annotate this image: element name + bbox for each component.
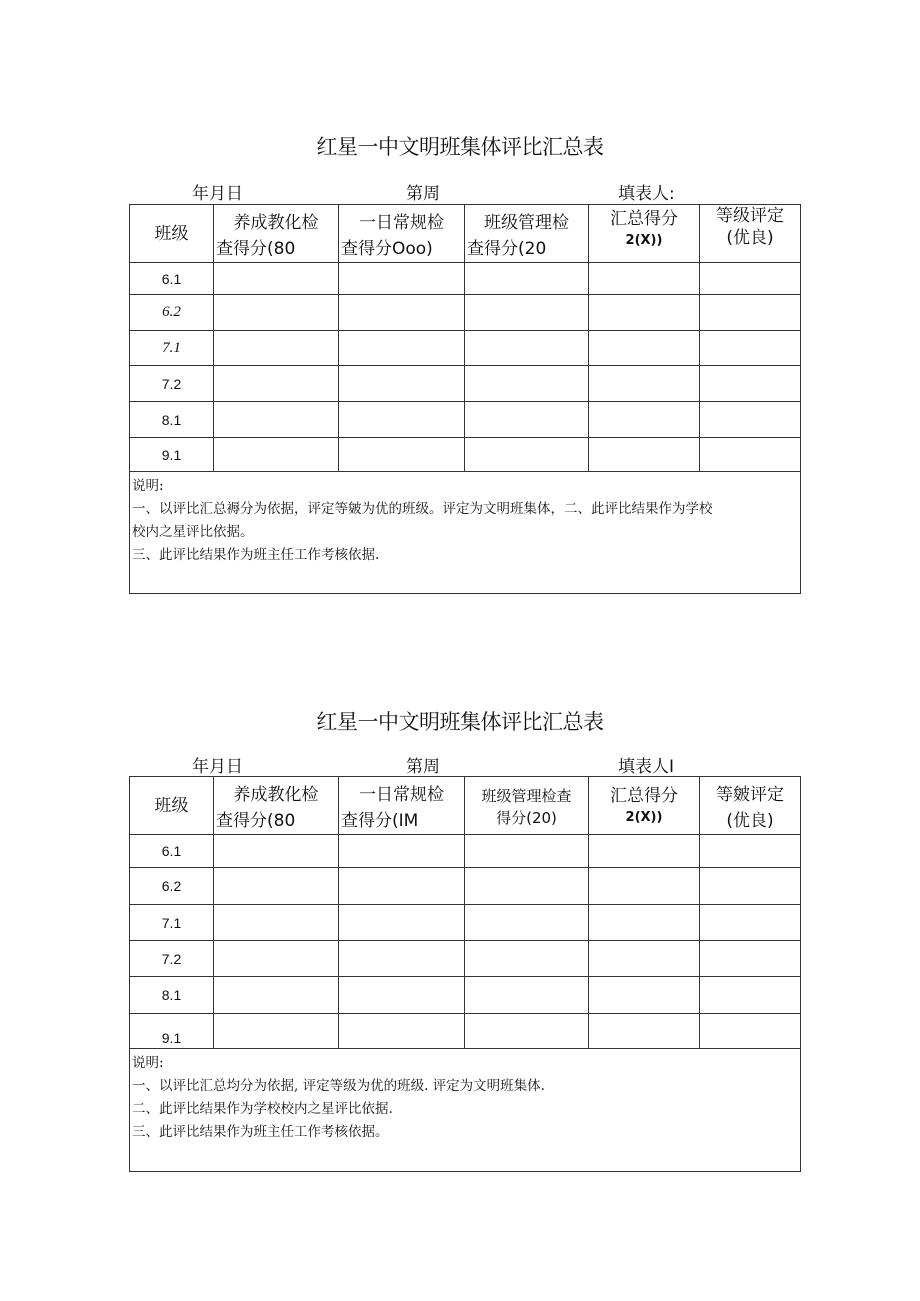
score-cell[interactable] — [465, 835, 589, 868]
score-cell[interactable] — [339, 977, 465, 1014]
header-col4-line2: 2(X)) — [625, 810, 663, 825]
row-class-label: 9.1 — [130, 438, 214, 472]
table-row — [130, 1014, 801, 1049]
score-cell[interactable] — [465, 1014, 589, 1049]
table-row — [130, 835, 801, 868]
note-line: 一、以评比汇总褥分为依据，评定等皴为优的班级。评定为文明班集体，二、此评比结果作为学校 — [132, 501, 713, 517]
score-cell[interactable] — [589, 263, 700, 295]
header-col5-line1: 等级评定 — [716, 206, 784, 226]
score-cell[interactable] — [214, 331, 339, 366]
table-row — [130, 402, 801, 438]
table-row — [130, 263, 801, 295]
grade-cell[interactable] — [700, 941, 801, 977]
row-class-label: 6.1 — [130, 835, 214, 868]
grade-cell[interactable] — [700, 438, 801, 472]
header-col5 — [700, 205, 801, 263]
score-cell[interactable] — [589, 905, 700, 941]
sheet1-header-row — [130, 205, 801, 263]
score-cell[interactable] — [589, 295, 700, 331]
score-cell[interactable] — [465, 263, 589, 295]
score-cell[interactable] — [339, 835, 465, 868]
score-cell[interactable] — [339, 905, 465, 941]
score-cell[interactable] — [214, 977, 339, 1014]
score-cell[interactable] — [589, 331, 700, 366]
row-class-label: 8.1 — [130, 977, 214, 1014]
row-class-label: 9.1 — [130, 1014, 214, 1049]
sheet2-date-label: 年月日 — [192, 757, 243, 777]
header-col4 — [589, 777, 700, 835]
row-class-label: 7.2 — [130, 366, 214, 402]
score-cell[interactable] — [589, 868, 700, 905]
row-class-label: 6.2 — [130, 295, 214, 331]
note-line: 三、此评比结果作为班主任工作考核依据。 — [132, 1124, 389, 1140]
header-col3-line2: 查得分(20 — [467, 239, 547, 259]
header-col3-line1: 班级管理检 — [484, 213, 569, 233]
score-cell[interactable] — [589, 402, 700, 438]
grade-cell[interactable] — [700, 402, 801, 438]
notes-cell — [130, 1049, 801, 1172]
header-col3-line2: 得分(20) — [496, 809, 557, 827]
header-col2 — [339, 205, 465, 263]
header-col1-line1: 养成教化检 — [233, 785, 319, 805]
note-line: 二、此评比结果作为学校校内之星评比依据. — [132, 1101, 393, 1117]
notes-cell — [130, 472, 801, 594]
grade-cell[interactable] — [700, 331, 801, 366]
score-cell[interactable] — [214, 263, 339, 295]
table-row — [130, 366, 801, 402]
table-row — [130, 941, 801, 977]
note-line: 三、此评比结果作为班主任工作考核依据. — [132, 547, 380, 563]
score-cell[interactable] — [465, 905, 589, 941]
table-row — [130, 905, 801, 941]
header-col4 — [589, 205, 700, 263]
header-col2-line2: 查得分Ooo) — [341, 239, 433, 259]
header-col2-line2: 查得分(IM — [341, 811, 419, 831]
score-cell[interactable] — [589, 977, 700, 1014]
score-cell[interactable] — [339, 402, 465, 438]
score-cell[interactable] — [214, 366, 339, 402]
sheet1-notes-row — [130, 472, 801, 594]
table-row — [130, 295, 801, 331]
note-line: 校内之星评比依据。 — [132, 524, 254, 540]
grade-cell[interactable] — [700, 835, 801, 868]
score-cell[interactable] — [339, 295, 465, 331]
header-col3 — [465, 777, 589, 835]
header-col1 — [214, 205, 339, 263]
header-col4-line2: 2(X)) — [625, 233, 663, 248]
score-cell[interactable] — [214, 438, 339, 472]
row-class-label: 7.2 — [130, 941, 214, 977]
score-cell[interactable] — [465, 402, 589, 438]
header-col5-line1: 等皴评定 — [716, 785, 784, 805]
table-row — [130, 868, 801, 905]
header-col5-line2: (优良) — [726, 811, 774, 831]
score-cell[interactable] — [465, 438, 589, 472]
sheet1-date-label: 年月日 — [192, 184, 243, 204]
header-col1-line1: 养成教化检 — [233, 213, 319, 233]
score-cell[interactable] — [339, 868, 465, 905]
header-col3 — [465, 205, 589, 263]
sheet1-week-label: 第周 — [406, 184, 440, 204]
note-line: 一、以评比汇总均分为依据, 评定等级为优的班级. 评定为文明班集体. — [132, 1078, 545, 1094]
score-cell[interactable] — [339, 366, 465, 402]
table-row — [130, 438, 801, 472]
header-col2-line1: 一日常规检 — [359, 785, 444, 805]
sheet2-title: 红星一中文明班集体评比汇总表 — [316, 710, 604, 734]
header-class-label: 班级 — [154, 223, 189, 244]
sheet2-table — [129, 776, 801, 1172]
row-class-label: 6.1 — [130, 263, 214, 295]
grade-cell[interactable] — [700, 295, 801, 331]
sheet2-week-label: 第周 — [406, 757, 440, 777]
score-cell[interactable] — [214, 835, 339, 868]
score-cell[interactable] — [339, 263, 465, 295]
score-cell[interactable] — [339, 438, 465, 472]
header-class — [130, 205, 214, 263]
grade-cell[interactable] — [700, 1014, 801, 1049]
score-cell[interactable] — [339, 1014, 465, 1049]
score-cell[interactable] — [339, 941, 465, 977]
score-cell[interactable] — [214, 1014, 339, 1049]
score-cell[interactable] — [214, 941, 339, 977]
header-col5-line2: (优良) — [726, 228, 774, 248]
score-cell[interactable] — [465, 366, 589, 402]
grade-cell[interactable] — [700, 868, 801, 905]
row-class-label: 6.2 — [130, 868, 214, 905]
score-cell[interactable] — [589, 941, 700, 977]
score-cell[interactable] — [465, 868, 589, 905]
score-cell[interactable] — [214, 402, 339, 438]
score-cell[interactable] — [465, 295, 589, 331]
header-col1 — [214, 777, 339, 835]
header-class-label: 班级 — [154, 795, 189, 816]
score-cell[interactable] — [214, 295, 339, 331]
row-class-label: 7.1 — [130, 905, 214, 941]
notes-heading: 说明: — [132, 478, 164, 494]
score-cell[interactable] — [589, 366, 700, 402]
sheet1-table — [129, 204, 801, 594]
score-cell[interactable] — [465, 977, 589, 1014]
row-class-label: 7.1 — [130, 331, 214, 366]
sheet2-header-row — [130, 777, 801, 835]
header-col4-line1: 汇总得分 — [610, 786, 678, 806]
score-cell[interactable] — [589, 835, 700, 868]
grade-cell[interactable] — [700, 905, 801, 941]
score-cell[interactable] — [214, 868, 339, 905]
header-class — [130, 777, 214, 835]
score-cell[interactable] — [589, 1014, 700, 1049]
row-class-label: 8.1 — [130, 402, 214, 438]
header-col4-line1: 汇总得分 — [610, 209, 678, 229]
notes-heading: 说明: — [132, 1055, 164, 1071]
header-col5 — [700, 777, 801, 835]
header-col2 — [339, 777, 465, 835]
score-cell[interactable] — [589, 438, 700, 472]
score-cell[interactable] — [465, 331, 589, 366]
score-cell[interactable] — [339, 331, 465, 366]
header-col1-line2: 查得分(80 — [216, 239, 296, 259]
grade-cell[interactable] — [700, 366, 801, 402]
table-row — [130, 331, 801, 366]
header-col1-line2: 查得分(80 — [216, 811, 296, 831]
score-cell[interactable] — [465, 941, 589, 977]
sheet1-filler-label: 填表人: — [618, 184, 675, 204]
sheet2-notes-row — [130, 1049, 801, 1172]
sheet2-filler-label: 填表人I — [618, 757, 675, 777]
score-cell[interactable] — [214, 905, 339, 941]
grade-cell[interactable] — [700, 263, 801, 295]
header-col3-line1: 班级管理检查 — [481, 787, 572, 805]
header-col2-line1: 一日常规检 — [359, 213, 444, 233]
table-row — [130, 977, 801, 1014]
grade-cell[interactable] — [700, 977, 801, 1014]
sheet1-title: 红星一中文明班集体评比汇总表 — [316, 135, 604, 159]
